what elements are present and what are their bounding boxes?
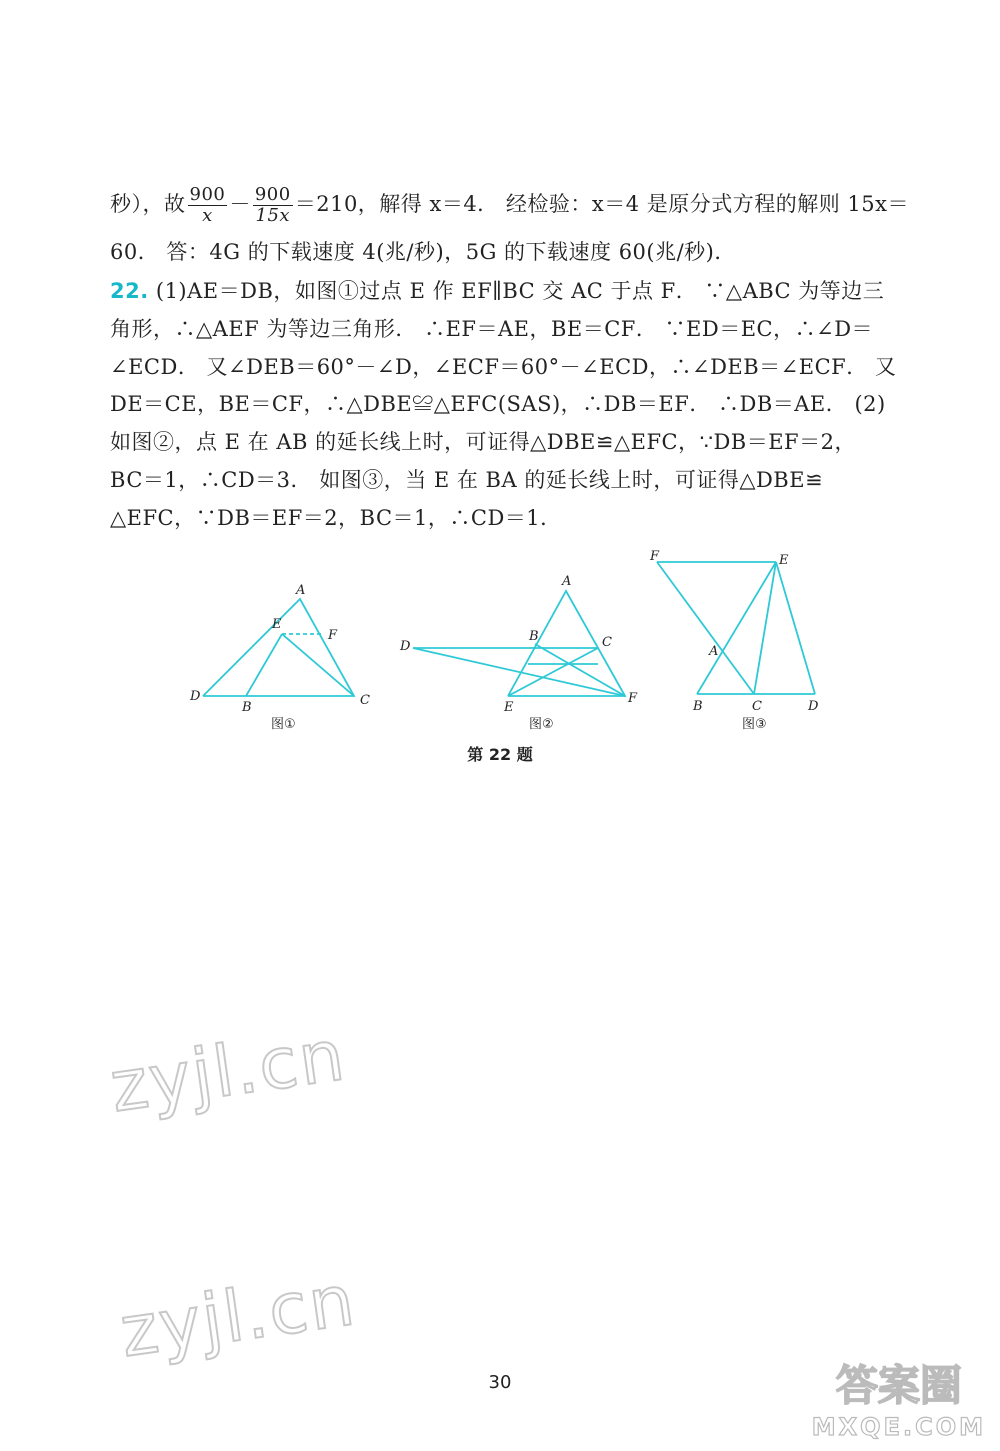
text-line-4: 角形，∴△AEF 为等边三角形． ∴EF＝AE，BE＝CF． ∵ED＝EC，∴∠D＝ bbox=[110, 317, 874, 341]
fig2-segment bbox=[413, 648, 625, 696]
fig2-segment bbox=[535, 644, 625, 696]
figure-caption: 第 22 题 bbox=[467, 745, 533, 764]
fraction-numerator: 900 bbox=[254, 184, 291, 205]
fig3-caption: 图③ bbox=[742, 717, 767, 732]
watermark: zyjl.cn bbox=[105, 1013, 351, 1129]
fraction-numerator: 900 bbox=[189, 184, 226, 205]
fig3-label: E bbox=[779, 553, 789, 568]
fig3-label: B bbox=[693, 699, 703, 714]
fig1-label: C bbox=[360, 693, 370, 708]
text-line-6: DE＝CE，BE＝CF，∴△DBE≌△EFC(SAS)，∴DB＝EF． ∴DB＝AE． (2) bbox=[110, 392, 886, 416]
fig2-caption: 图② bbox=[529, 717, 554, 732]
text-line-2: 60． 答：4G 的下载速度 4(兆/秒)，5G 的下载速度 60(兆/秒)． bbox=[110, 240, 736, 264]
corner-logo bbox=[812, 1353, 986, 1441]
fig3-segment bbox=[776, 562, 815, 694]
fig1-label: F bbox=[328, 628, 338, 643]
fig2-label: D bbox=[400, 639, 411, 654]
text-line-7: 如图②，点 E 在 AB 的延长线上时，可证得△DBE≌△EFC，∵DB＝EF＝2， bbox=[110, 430, 856, 454]
text-line-3 bbox=[110, 276, 890, 306]
fig3-label: F bbox=[650, 549, 660, 564]
fraction-denominator: 15x bbox=[255, 205, 291, 226]
fig1-label: E bbox=[272, 617, 282, 632]
page-number: 30 bbox=[488, 1372, 512, 1393]
text-seg: (1)AE＝DB，如图①过点 E 作 EF∥BC 交 AC 于点 F． ∵△ABC 为等边三 bbox=[148, 279, 885, 303]
text-line-5: ∠ECD． 又∠DEB＝60°－∠D，∠ECF＝60°－∠ECD，∴∠DEB＝∠ECF． 又 bbox=[110, 355, 897, 379]
text-seg: 秒），故 bbox=[110, 192, 186, 216]
fig3-label: C bbox=[752, 699, 762, 714]
fraction-denominator: x bbox=[202, 205, 213, 226]
fraction bbox=[188, 185, 228, 226]
fig3-label: A bbox=[709, 644, 719, 659]
fraction bbox=[253, 185, 293, 226]
fig2-label: F bbox=[628, 691, 638, 706]
corner-logo-top: 答案圈 bbox=[835, 1361, 962, 1410]
fig2-label: C bbox=[602, 635, 612, 650]
fig1-label: B bbox=[242, 700, 252, 715]
fig3-segment bbox=[657, 562, 754, 694]
fig1-label: D bbox=[190, 689, 201, 704]
text-line-8: BC＝1，∴CD＝3． 如图③，当 E 在 BA 的延长线上时，可证得△DBE≌ bbox=[110, 468, 824, 492]
fig2-label: E bbox=[504, 700, 514, 715]
fig2-label: A bbox=[562, 574, 572, 589]
corner-logo-bottom: MXQE.COM bbox=[811, 1413, 986, 1441]
watermark: zyjl.cn bbox=[115, 1258, 361, 1374]
fig1-segment bbox=[246, 634, 282, 696]
text-line-1 bbox=[110, 184, 909, 226]
fig1-caption: 图① bbox=[271, 717, 296, 732]
minus-sign: － bbox=[229, 192, 251, 216]
text-line-9: △EFC，∵DB＝EF＝2，BC＝1，∴CD＝1． bbox=[110, 506, 562, 530]
text-seg: ＝210，解得 x＝4． 经检验：x＝4 是原分式方程的解则 15x＝ bbox=[294, 192, 909, 216]
fig1-segment bbox=[282, 634, 354, 696]
fig1-segment bbox=[203, 599, 354, 696]
fig3-label: D bbox=[808, 699, 819, 714]
fig2-label: B bbox=[529, 629, 539, 644]
fig1-label: A bbox=[296, 583, 306, 598]
question-number: 22. bbox=[110, 279, 149, 303]
